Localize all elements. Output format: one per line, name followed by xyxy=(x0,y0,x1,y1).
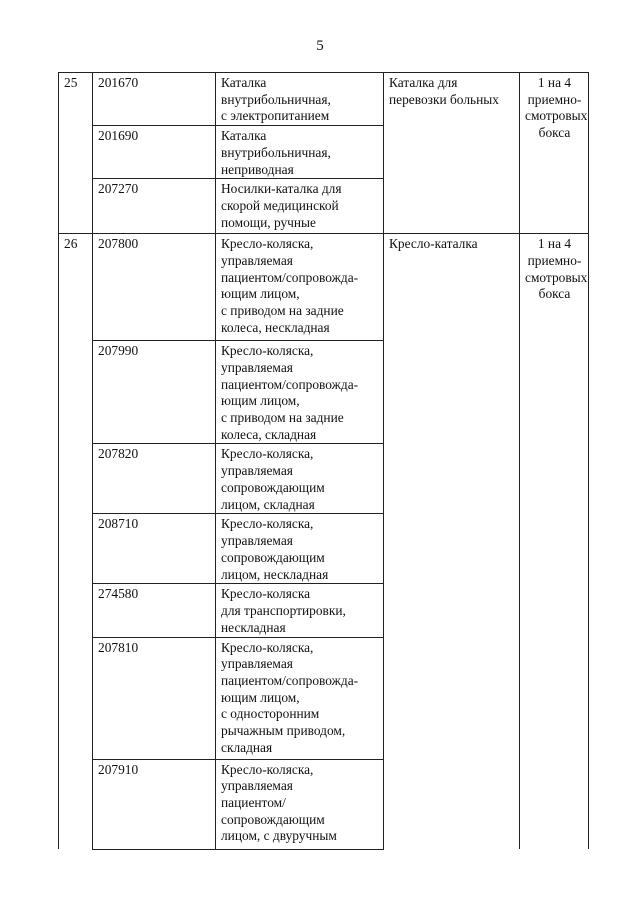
type-line: Кресло-каталка xyxy=(389,236,478,252)
item-code: 207990 xyxy=(93,341,216,444)
description-line: Кресло-коляска xyxy=(221,586,311,602)
description-line: с односторонним xyxy=(221,706,320,722)
description-line: скорой медицинской xyxy=(221,197,339,213)
quantity-line: приемно- xyxy=(527,252,582,268)
type-line: Каталка для xyxy=(389,75,458,90)
description-line: Кресло-коляска, xyxy=(221,446,314,462)
equipment-type xyxy=(384,234,520,849)
description-line: нескладная xyxy=(221,619,286,635)
description-line: сопровождающим xyxy=(221,549,325,565)
description-line: внутрибольничная, xyxy=(221,144,331,160)
item-description xyxy=(216,514,384,584)
description-line: лицом, с двуручным xyxy=(221,828,337,844)
description-line: управляемая xyxy=(221,359,293,375)
item-code: 207800 xyxy=(93,234,216,341)
equipment-type xyxy=(384,73,520,234)
description-line: сопровождающим xyxy=(221,479,325,495)
item-code: 207810 xyxy=(93,637,216,759)
type-line: перевозки больных xyxy=(389,91,499,107)
description-line: с электропитанием xyxy=(221,108,330,124)
description-line: управляемая xyxy=(221,778,293,794)
description-line: управляемая xyxy=(221,656,293,672)
table-body xyxy=(59,73,589,850)
description-line: Кресло-коляска, xyxy=(221,516,314,532)
description-line: неприводная xyxy=(221,161,294,177)
description-line: пациентом/сопровожда- xyxy=(221,376,359,392)
description-line: Кресло-коляска, xyxy=(221,236,314,252)
item-description xyxy=(216,179,384,234)
description-line: Кресло-коляска, xyxy=(221,761,314,777)
item-description xyxy=(216,584,384,637)
description-line: управляемая xyxy=(221,252,293,268)
description-line: колеса, складная xyxy=(221,426,317,442)
equipment-table xyxy=(58,72,589,850)
row-number: 26 xyxy=(59,234,93,849)
item-code: 274580 xyxy=(93,584,216,637)
description-line: с приводом на задние xyxy=(221,410,344,426)
description-line: лицом, складная xyxy=(221,496,315,512)
description-line: ющим лицом, xyxy=(221,286,300,302)
quantity-line: приемно- xyxy=(527,91,582,107)
description-line: пациентом/сопровожда- xyxy=(221,269,359,285)
quantity-line: смотровых xyxy=(525,108,588,124)
description-line: ющим лицом, xyxy=(221,393,300,409)
page-number: 5 xyxy=(316,38,324,54)
description-line: помощи, ручные xyxy=(221,214,317,230)
description-line: пациентом/ xyxy=(221,794,286,810)
description-line: Носилки-каталка для xyxy=(221,181,342,197)
item-code: 201690 xyxy=(93,126,216,179)
quantity-line: 1 на 4 xyxy=(537,75,572,90)
item-code: 208710 xyxy=(93,514,216,584)
quantity-line: бокса xyxy=(538,125,571,141)
item-code: 207820 xyxy=(93,444,216,514)
description-line: с приводом на задние xyxy=(221,303,344,319)
quantity xyxy=(520,234,589,849)
description-line: управляемая xyxy=(221,533,293,549)
description-line: внутрибольничная, xyxy=(221,91,331,107)
description-line: для транспортировки, xyxy=(221,603,346,619)
description-line: сопровождающим xyxy=(221,811,325,827)
item-description xyxy=(216,637,384,759)
quantity-line: бокса xyxy=(538,286,571,302)
description-line: управляемая xyxy=(221,463,293,479)
description-line: складная xyxy=(221,739,273,755)
table-row xyxy=(59,73,589,126)
item-code: 207910 xyxy=(93,759,216,849)
quantity xyxy=(520,73,589,234)
item-code: 207270 xyxy=(93,179,216,234)
description-line: Каталка xyxy=(221,75,267,90)
item-description xyxy=(216,759,384,849)
quantity-line: 1 на 4 xyxy=(537,236,572,252)
description-line: лицом, нескладная xyxy=(221,566,329,582)
item-code: 201670 xyxy=(93,73,216,126)
description-line: колеса, нескладная xyxy=(221,319,330,335)
description-line: ющим лицом, xyxy=(221,689,300,705)
item-description xyxy=(216,234,384,341)
item-description xyxy=(216,341,384,444)
item-description xyxy=(216,73,384,126)
description-line: Кресло-коляска, xyxy=(221,639,314,655)
item-description xyxy=(216,126,384,179)
description-line: рычажным приводом, xyxy=(221,723,346,739)
item-description xyxy=(216,444,384,514)
description-line: пациентом/сопровожда- xyxy=(221,672,359,688)
row-number: 25 xyxy=(59,73,93,234)
table-row xyxy=(59,234,589,341)
quantity-line: смотровых xyxy=(525,269,588,285)
description-line: Каталка xyxy=(221,128,267,144)
description-line: Кресло-коляска, xyxy=(221,343,314,359)
